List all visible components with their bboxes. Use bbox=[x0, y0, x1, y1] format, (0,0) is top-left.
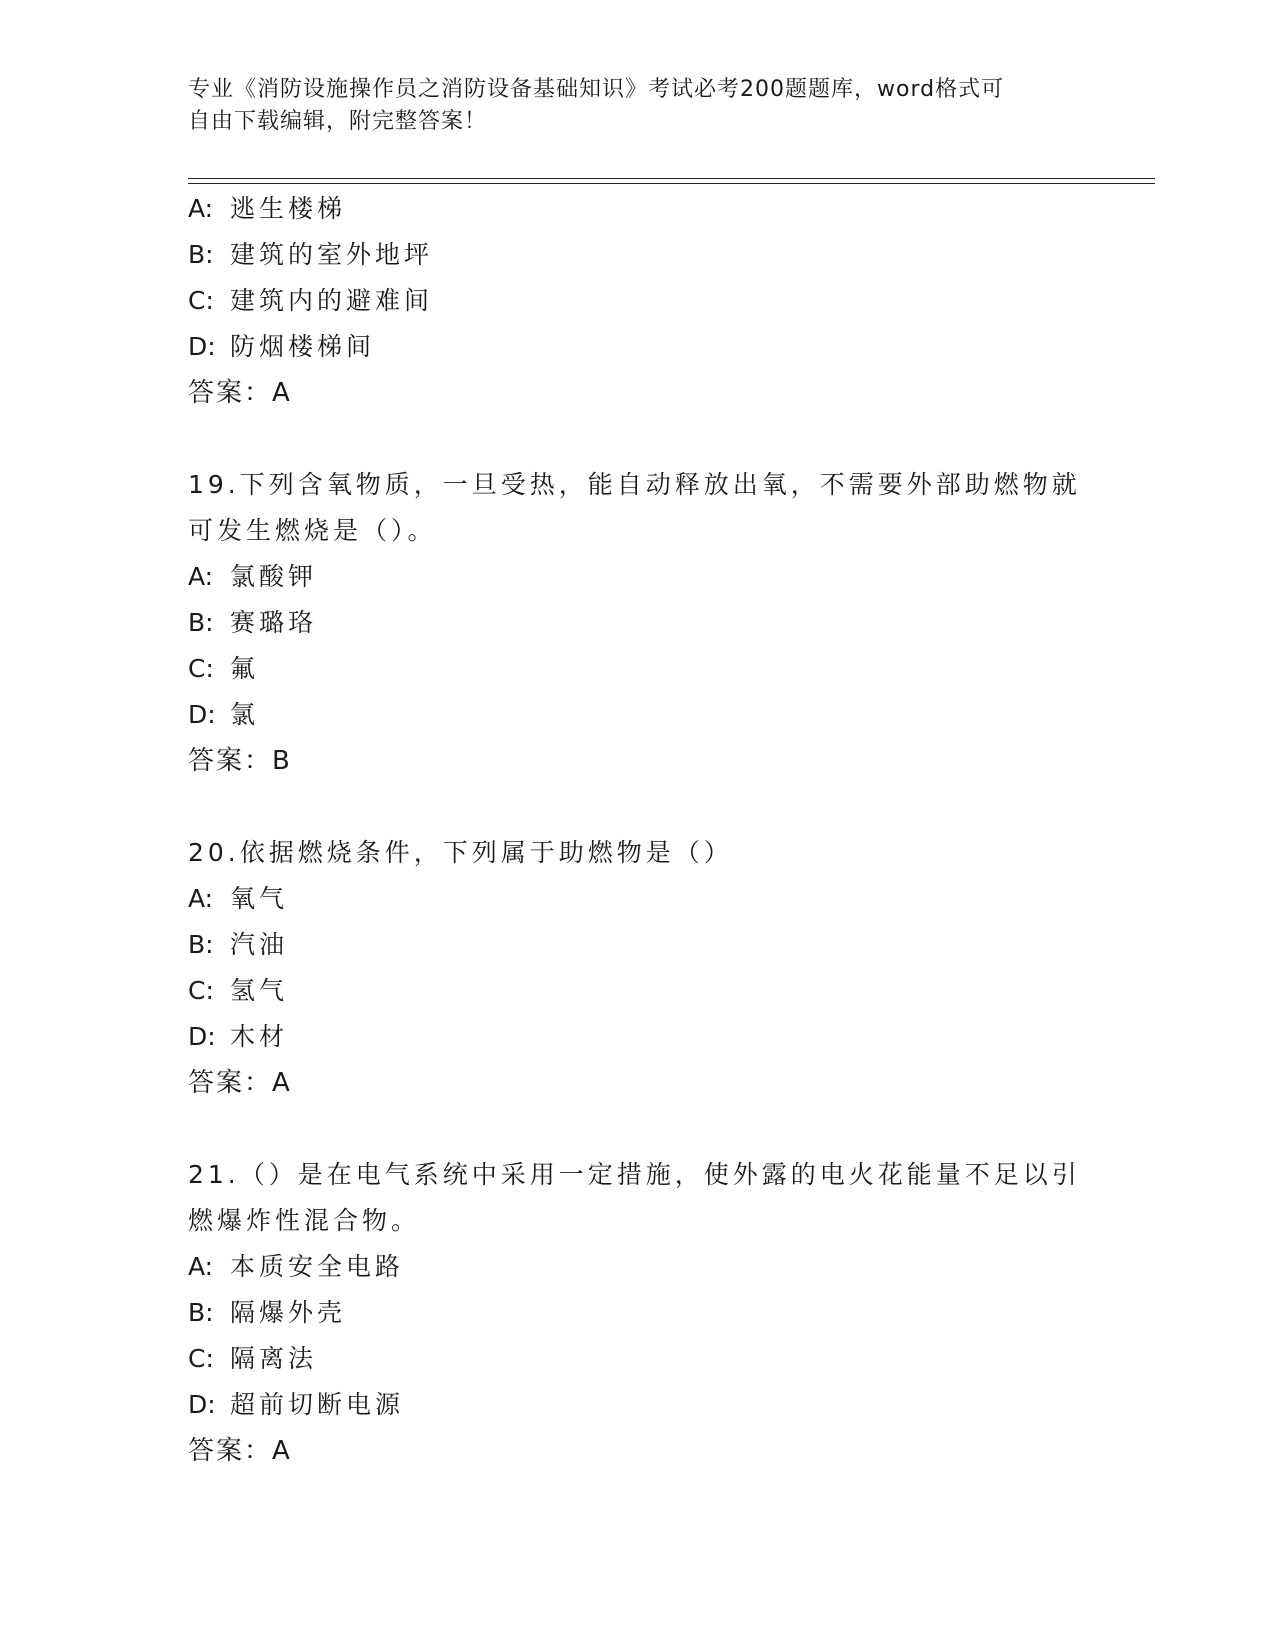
option-text: 氯 bbox=[230, 700, 260, 729]
option-b bbox=[188, 232, 1088, 278]
option-d bbox=[188, 324, 1088, 370]
option-b bbox=[188, 1290, 1088, 1336]
question-content bbox=[188, 186, 1088, 1474]
option-letter: A: bbox=[188, 194, 214, 223]
option-c bbox=[188, 968, 1088, 1014]
question-stem-line-1: 21.（）是在电气系统中采用一定措施，使外露的电火花能量不足以引 bbox=[188, 1160, 1081, 1189]
option-letter: A: bbox=[188, 1252, 214, 1281]
header-line-2: 自由下载编辑，附完整答案！ bbox=[188, 109, 488, 134]
option-a bbox=[188, 1244, 1088, 1290]
option-letter: B: bbox=[188, 240, 214, 269]
option-c bbox=[188, 278, 1088, 324]
question-21 bbox=[188, 1152, 1088, 1474]
question-stem-line-1: 19.下列含氧物质，一旦受热，能自动释放出氧，不需要外部助燃物就 bbox=[188, 470, 1081, 499]
option-letter: A: bbox=[188, 562, 214, 591]
option-d bbox=[188, 1014, 1088, 1060]
question-stem-line-1: 20.依据燃烧条件，下列属于助燃物是（） bbox=[188, 838, 733, 867]
option-a bbox=[188, 186, 1088, 232]
question-19 bbox=[188, 462, 1088, 784]
option-letter: C: bbox=[188, 1344, 214, 1373]
option-text: 氯酸钾 bbox=[230, 562, 318, 591]
option-text: 隔爆外壳 bbox=[230, 1298, 347, 1327]
option-letter: A: bbox=[188, 884, 214, 913]
answer-line: 答案：A bbox=[188, 1436, 292, 1466]
question-stem-line-2: 燃爆炸性混合物。 bbox=[188, 1206, 421, 1235]
option-b bbox=[188, 600, 1088, 646]
option-letter: C: bbox=[188, 286, 214, 315]
header-divider-bottom bbox=[188, 183, 1155, 184]
option-text: 本质安全电路 bbox=[230, 1252, 405, 1281]
answer-line: 答案：A bbox=[188, 378, 292, 408]
option-text: 建筑内的避难间 bbox=[230, 286, 434, 315]
option-letter: D: bbox=[188, 332, 216, 361]
question-stem-line-2: 可发生燃烧是（）。 bbox=[188, 516, 437, 545]
option-text: 赛璐珞 bbox=[230, 608, 318, 637]
option-letter: D: bbox=[188, 1390, 216, 1419]
option-text: 逃生楼梯 bbox=[230, 194, 347, 223]
option-letter: B: bbox=[188, 1298, 214, 1327]
option-text: 氢气 bbox=[230, 976, 289, 1005]
option-letter: D: bbox=[188, 1022, 216, 1051]
option-b bbox=[188, 922, 1088, 968]
continued-question bbox=[188, 186, 1088, 416]
option-text: 超前切断电源 bbox=[230, 1390, 405, 1419]
option-text: 氧气 bbox=[230, 884, 289, 913]
option-letter: C: bbox=[188, 654, 214, 683]
document-header bbox=[188, 74, 1088, 138]
option-letter: C: bbox=[188, 976, 214, 1005]
option-text: 防烟楼梯间 bbox=[230, 332, 376, 361]
option-a bbox=[188, 554, 1088, 600]
option-letter: B: bbox=[188, 930, 214, 959]
option-text: 建筑的室外地坪 bbox=[230, 240, 434, 269]
question-20 bbox=[188, 830, 1088, 1106]
option-text: 木材 bbox=[230, 1022, 289, 1051]
option-c bbox=[188, 646, 1088, 692]
option-d bbox=[188, 1382, 1088, 1428]
option-letter: B: bbox=[188, 608, 214, 637]
answer-line: 答案：A bbox=[188, 1068, 292, 1098]
option-text: 氟 bbox=[230, 654, 260, 683]
option-text: 汽油 bbox=[230, 930, 289, 959]
option-c bbox=[188, 1336, 1088, 1382]
option-letter: D: bbox=[188, 700, 216, 729]
option-text: 隔离法 bbox=[230, 1344, 318, 1373]
header-divider-top bbox=[188, 178, 1155, 179]
header-line-1: 专业《消防设施操作员之消防设备基础知识》考试必考200题题库，word格式可 bbox=[188, 77, 1005, 102]
answer-line: 答案：B bbox=[188, 746, 292, 776]
option-a bbox=[188, 876, 1088, 922]
option-d bbox=[188, 692, 1088, 738]
